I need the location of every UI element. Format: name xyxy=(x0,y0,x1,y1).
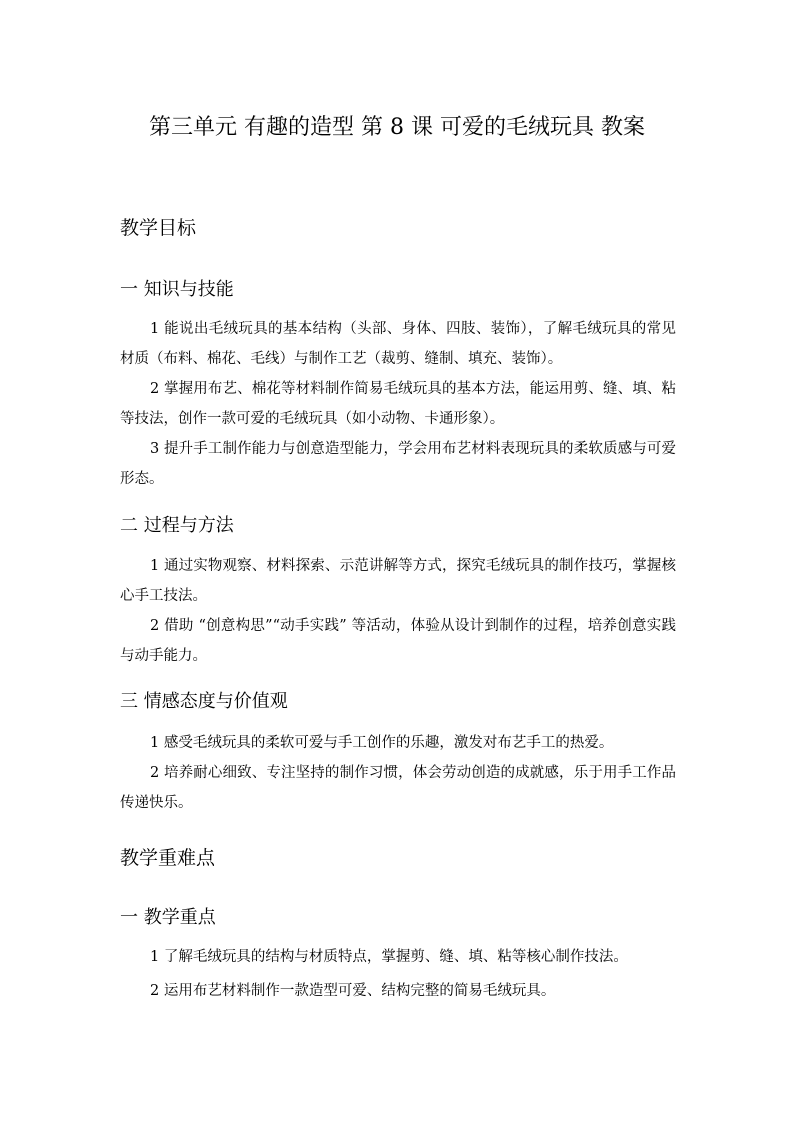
subsection-heading-process-methods: 二 过程与方法 xyxy=(120,515,234,536)
paragraph-knowledge-1: 1 能说出毛绒玩具的基本结构（头部、身体、四肢、装饰），了解毛绒玩具的常见材质（布料、棉花、毛线）与制作工艺（裁剪、缝制、填充、装饰）。 xyxy=(120,321,676,367)
paragraph-attitude-1: 1 感受毛绒玩具的柔软可爱与手工创作的乐趣，激发对布艺手工的热爱。 xyxy=(150,735,614,751)
subsection-heading-teaching-focus: 一 教学重点 xyxy=(120,907,216,928)
paragraph-focus-2: 2 运用布艺材料制作一款造型可爱、结构完整的简易毛绒玩具。 xyxy=(150,983,556,999)
paragraph-knowledge-2: 2 掌握用布艺、棉花等材料制作简易毛绒玩具的基本方法，能运用剪、缝、填、粘等技法，创作一款可爱的毛绒玩具（如小动物、卡通形象）。 xyxy=(120,381,676,427)
paragraph-process-2: 2 借助 “创意构思”“动手实践” 等活动，体验从设计到制作的过程，培养创意实践与动手能力。 xyxy=(120,618,676,664)
page-title: 第三单元 有趣的造型 第 8 课 可爱的毛绒玩具 教案 xyxy=(149,115,645,140)
section-heading-teaching-objectives: 教学目标 xyxy=(120,217,197,239)
paragraph-knowledge-3: 3 提升手工制作能力与创意造型能力，学会用布艺材料表现玩具的柔软质感与可爱形态。 xyxy=(120,441,676,487)
paragraph-process-1: 1 通过实物观察、材料探索、示范讲解等方式，探究毛绒玩具的制作技巧，掌握核心手工技法。 xyxy=(120,558,676,604)
section-heading-key-difficulties: 教学重难点 xyxy=(120,847,216,869)
subsection-heading-knowledge-skills: 一 知识与技能 xyxy=(120,279,234,300)
paragraph-focus-1: 1 了解毛绒玩具的结构与材质特点，掌握剪、缝、填、粘等核心制作技法。 xyxy=(150,949,628,965)
subsection-heading-attitude-values: 三 情感态度与价值观 xyxy=(120,691,288,712)
paragraph-attitude-2: 2 培养耐心细致、专注坚持的制作习惯，体会劳动创造的成就感，乐于用手工作品传递快乐。 xyxy=(120,765,676,811)
